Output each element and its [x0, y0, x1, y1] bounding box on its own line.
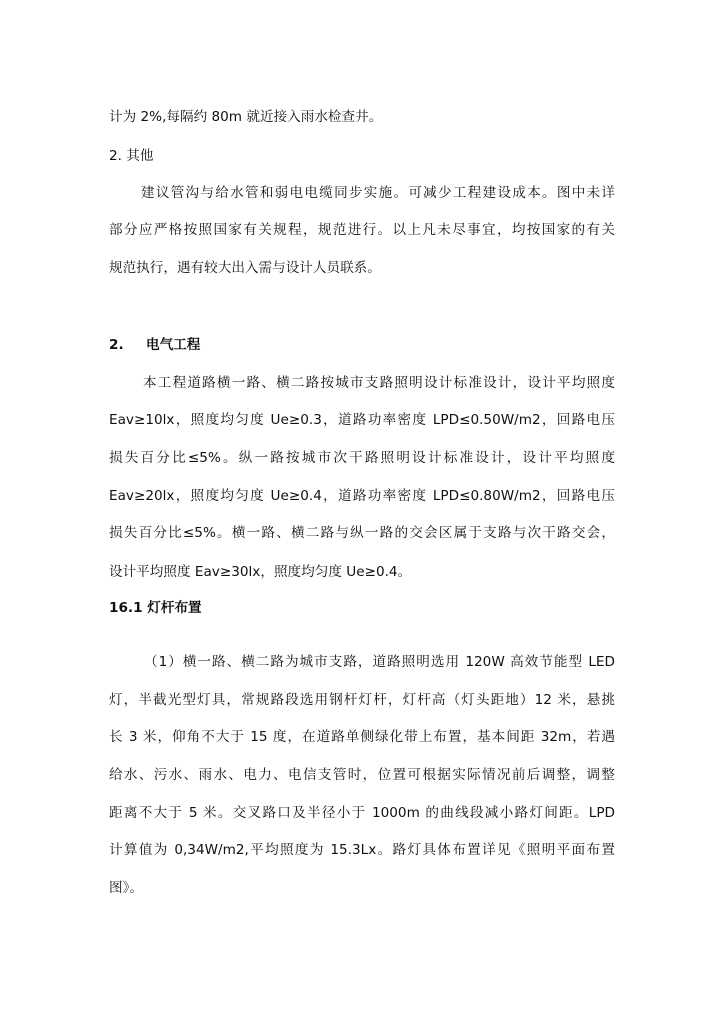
para-other-line-3: 规范执行，遇有较大出入需与设计人员联系。	[109, 260, 381, 276]
para-drainage-line-1: 计为 2%,每隔约 80m 就近接入雨水检查井。	[109, 109, 383, 125]
section-electrical-number: 2.	[109, 337, 124, 353]
para-electrical-line-4: Eav≥20lx，照度均匀度 Ue≥0.4，道路功率密度 LPD≤0.80W/m2，回路电压	[109, 488, 615, 504]
para-pole-line-6: 计算值为 0,34W/m2,平均照度为 15.3Lx。路灯具体布置详见《照明平面布置	[109, 842, 615, 858]
para-electrical-line-2: Eav≥10lx，照度均匀度 Ue≥0.3，道路功率密度 LPD≤0.50W/m2，回路电压	[109, 412, 615, 428]
para-pole-line-7: 图》。	[109, 880, 143, 896]
section-pole-layout-heading: 16.1 灯杆布置	[109, 600, 202, 616]
para-electrical-line-6: 设计平均照度 Eav≥30lx，照度均匀度 Ue≥0.4。	[109, 564, 412, 580]
para-pole-line-1: （1）横一路、横二路为城市支路，道路照明选用 120W 高效节能型 LED	[144, 654, 615, 670]
para-electrical-line-1: 本工程道路横一路、横二路按城市支路照明设计标准设计，设计平均照度	[143, 375, 615, 391]
section-electrical-heading	[109, 335, 200, 355]
para-other-line-1: 建议管沟与给水管和弱电电缆同步实施。可减少工程建设成本。图中未详	[141, 185, 615, 201]
para-pole-line-2: 灯，半截光型灯具，常规路段选用钢杆灯杆，灯杆高（灯头距地）12 米，悬挑	[109, 692, 615, 708]
para-pole-line-4: 给水、污水、雨水、电力、电信支管时，位置可根据实际情况前后调整，调整	[109, 767, 615, 783]
section-other-heading: 2. 其他	[109, 148, 154, 164]
para-pole-line-5: 距离不大于 5 米。交叉路口及半径小于 1000m 的曲线段减小路灯间距。LPD	[109, 805, 615, 821]
para-other-line-2: 部分应严格按照国家有关规程，规范进行。以上凡未尽事宜，均按国家的有关	[109, 222, 615, 238]
para-electrical-line-5: 损失百分比≤5%。横一路、横二路与纵一路的交会区属于支路与次干路交会，	[109, 525, 615, 541]
para-electrical-line-3: 损失百分比≤5%。纵一路按城市次干路照明设计标准设计，设计平均照度	[109, 450, 615, 466]
para-pole-line-3: 长 3 米，仰角不大于 15 度，在道路单侧绿化带上布置，基本间距 32m，若遇	[109, 729, 615, 745]
section-electrical-title: 电气工程	[146, 337, 201, 353]
